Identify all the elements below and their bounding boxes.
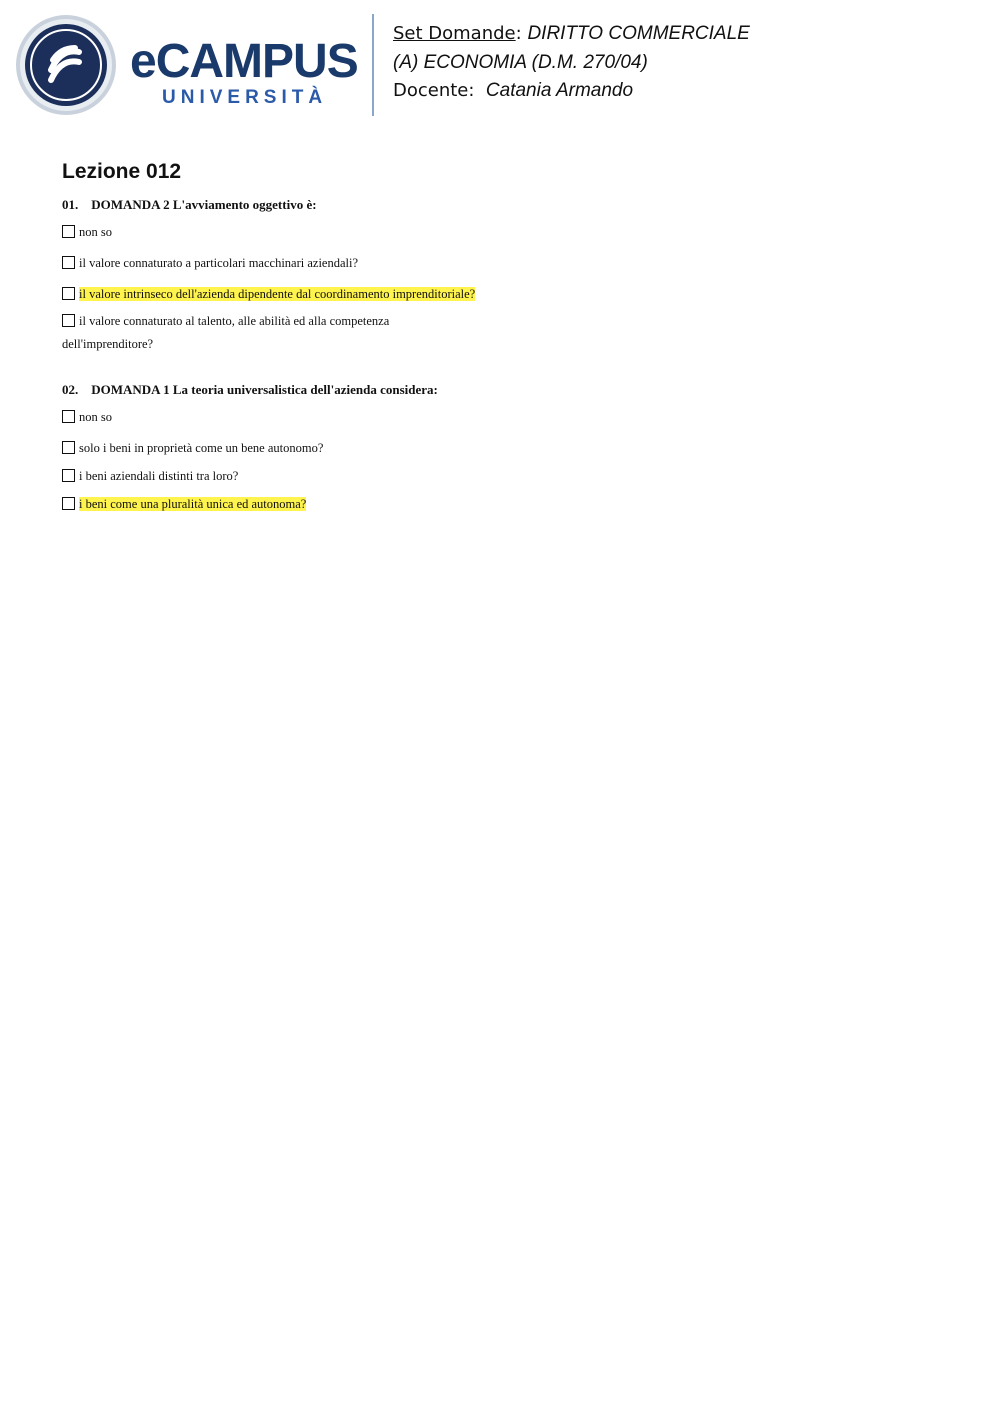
checkbox[interactable] bbox=[62, 497, 75, 510]
question-text: DOMANDA 1 La teoria universalistica dell'azienda considera: bbox=[91, 382, 438, 397]
checkbox[interactable] bbox=[62, 314, 75, 327]
option-text: non so bbox=[79, 410, 112, 424]
teacher-name: Catania Armando bbox=[485, 80, 634, 101]
answer-option[interactable] bbox=[62, 493, 306, 516]
set-label: Set Domande bbox=[393, 23, 516, 44]
checkbox[interactable] bbox=[62, 225, 75, 238]
question-title bbox=[62, 383, 438, 396]
question-text: DOMANDA 2 L'avviamento oggettivo è: bbox=[91, 197, 317, 212]
question-title bbox=[62, 198, 317, 211]
checkbox[interactable] bbox=[62, 256, 75, 269]
checkbox[interactable] bbox=[62, 410, 75, 423]
option-text-highlighted: i beni come una pluralità unica ed autonoma? bbox=[79, 497, 307, 511]
answer-option[interactable] bbox=[62, 406, 112, 429]
course-name: DIRITTO COMMERCIALE bbox=[527, 23, 750, 44]
teacher-label: Docente: bbox=[393, 80, 475, 101]
option-text: non so bbox=[79, 225, 112, 239]
set-separator: : bbox=[515, 23, 522, 44]
lesson-title: Lezione 012 bbox=[62, 160, 182, 183]
set-line bbox=[393, 24, 750, 43]
question-number: 02. bbox=[62, 382, 79, 397]
answer-option[interactable] bbox=[62, 252, 358, 275]
answer-option[interactable] bbox=[62, 221, 112, 244]
checkbox[interactable] bbox=[62, 469, 75, 482]
option-text: il valore connaturato al talento, alle abilità ed alla competenza dell'imprenditore? bbox=[62, 314, 390, 351]
logo-wordmark: eCAMPUS bbox=[130, 35, 358, 88]
checkbox[interactable] bbox=[62, 287, 75, 300]
page-header bbox=[0, 0, 1000, 130]
answer-option[interactable] bbox=[62, 310, 412, 356]
teacher-line bbox=[393, 81, 633, 100]
faculty-line bbox=[393, 53, 648, 72]
option-text: il valore connaturato a particolari macchinari aziendali? bbox=[79, 256, 359, 270]
option-text-highlighted: il valore intrinseco dell'azienda dipendente dal coordinamento imprenditoriale? bbox=[79, 287, 476, 301]
answer-option[interactable] bbox=[62, 437, 323, 460]
option-text: solo i beni in proprietà come un bene autonomo? bbox=[79, 441, 324, 455]
header-divider bbox=[372, 14, 374, 116]
answer-option[interactable] bbox=[62, 283, 475, 306]
logo-subtitle: UNIVERSITÀ bbox=[162, 87, 328, 108]
answer-option[interactable] bbox=[62, 465, 238, 488]
faculty-name: (A) ECONOMIA (D.M. 270/04) bbox=[393, 52, 648, 73]
ecampus-emblem-icon bbox=[15, 14, 117, 116]
question-number: 01. bbox=[62, 197, 79, 212]
option-text: i beni aziendali distinti tra loro? bbox=[79, 469, 239, 483]
checkbox[interactable] bbox=[62, 441, 75, 454]
